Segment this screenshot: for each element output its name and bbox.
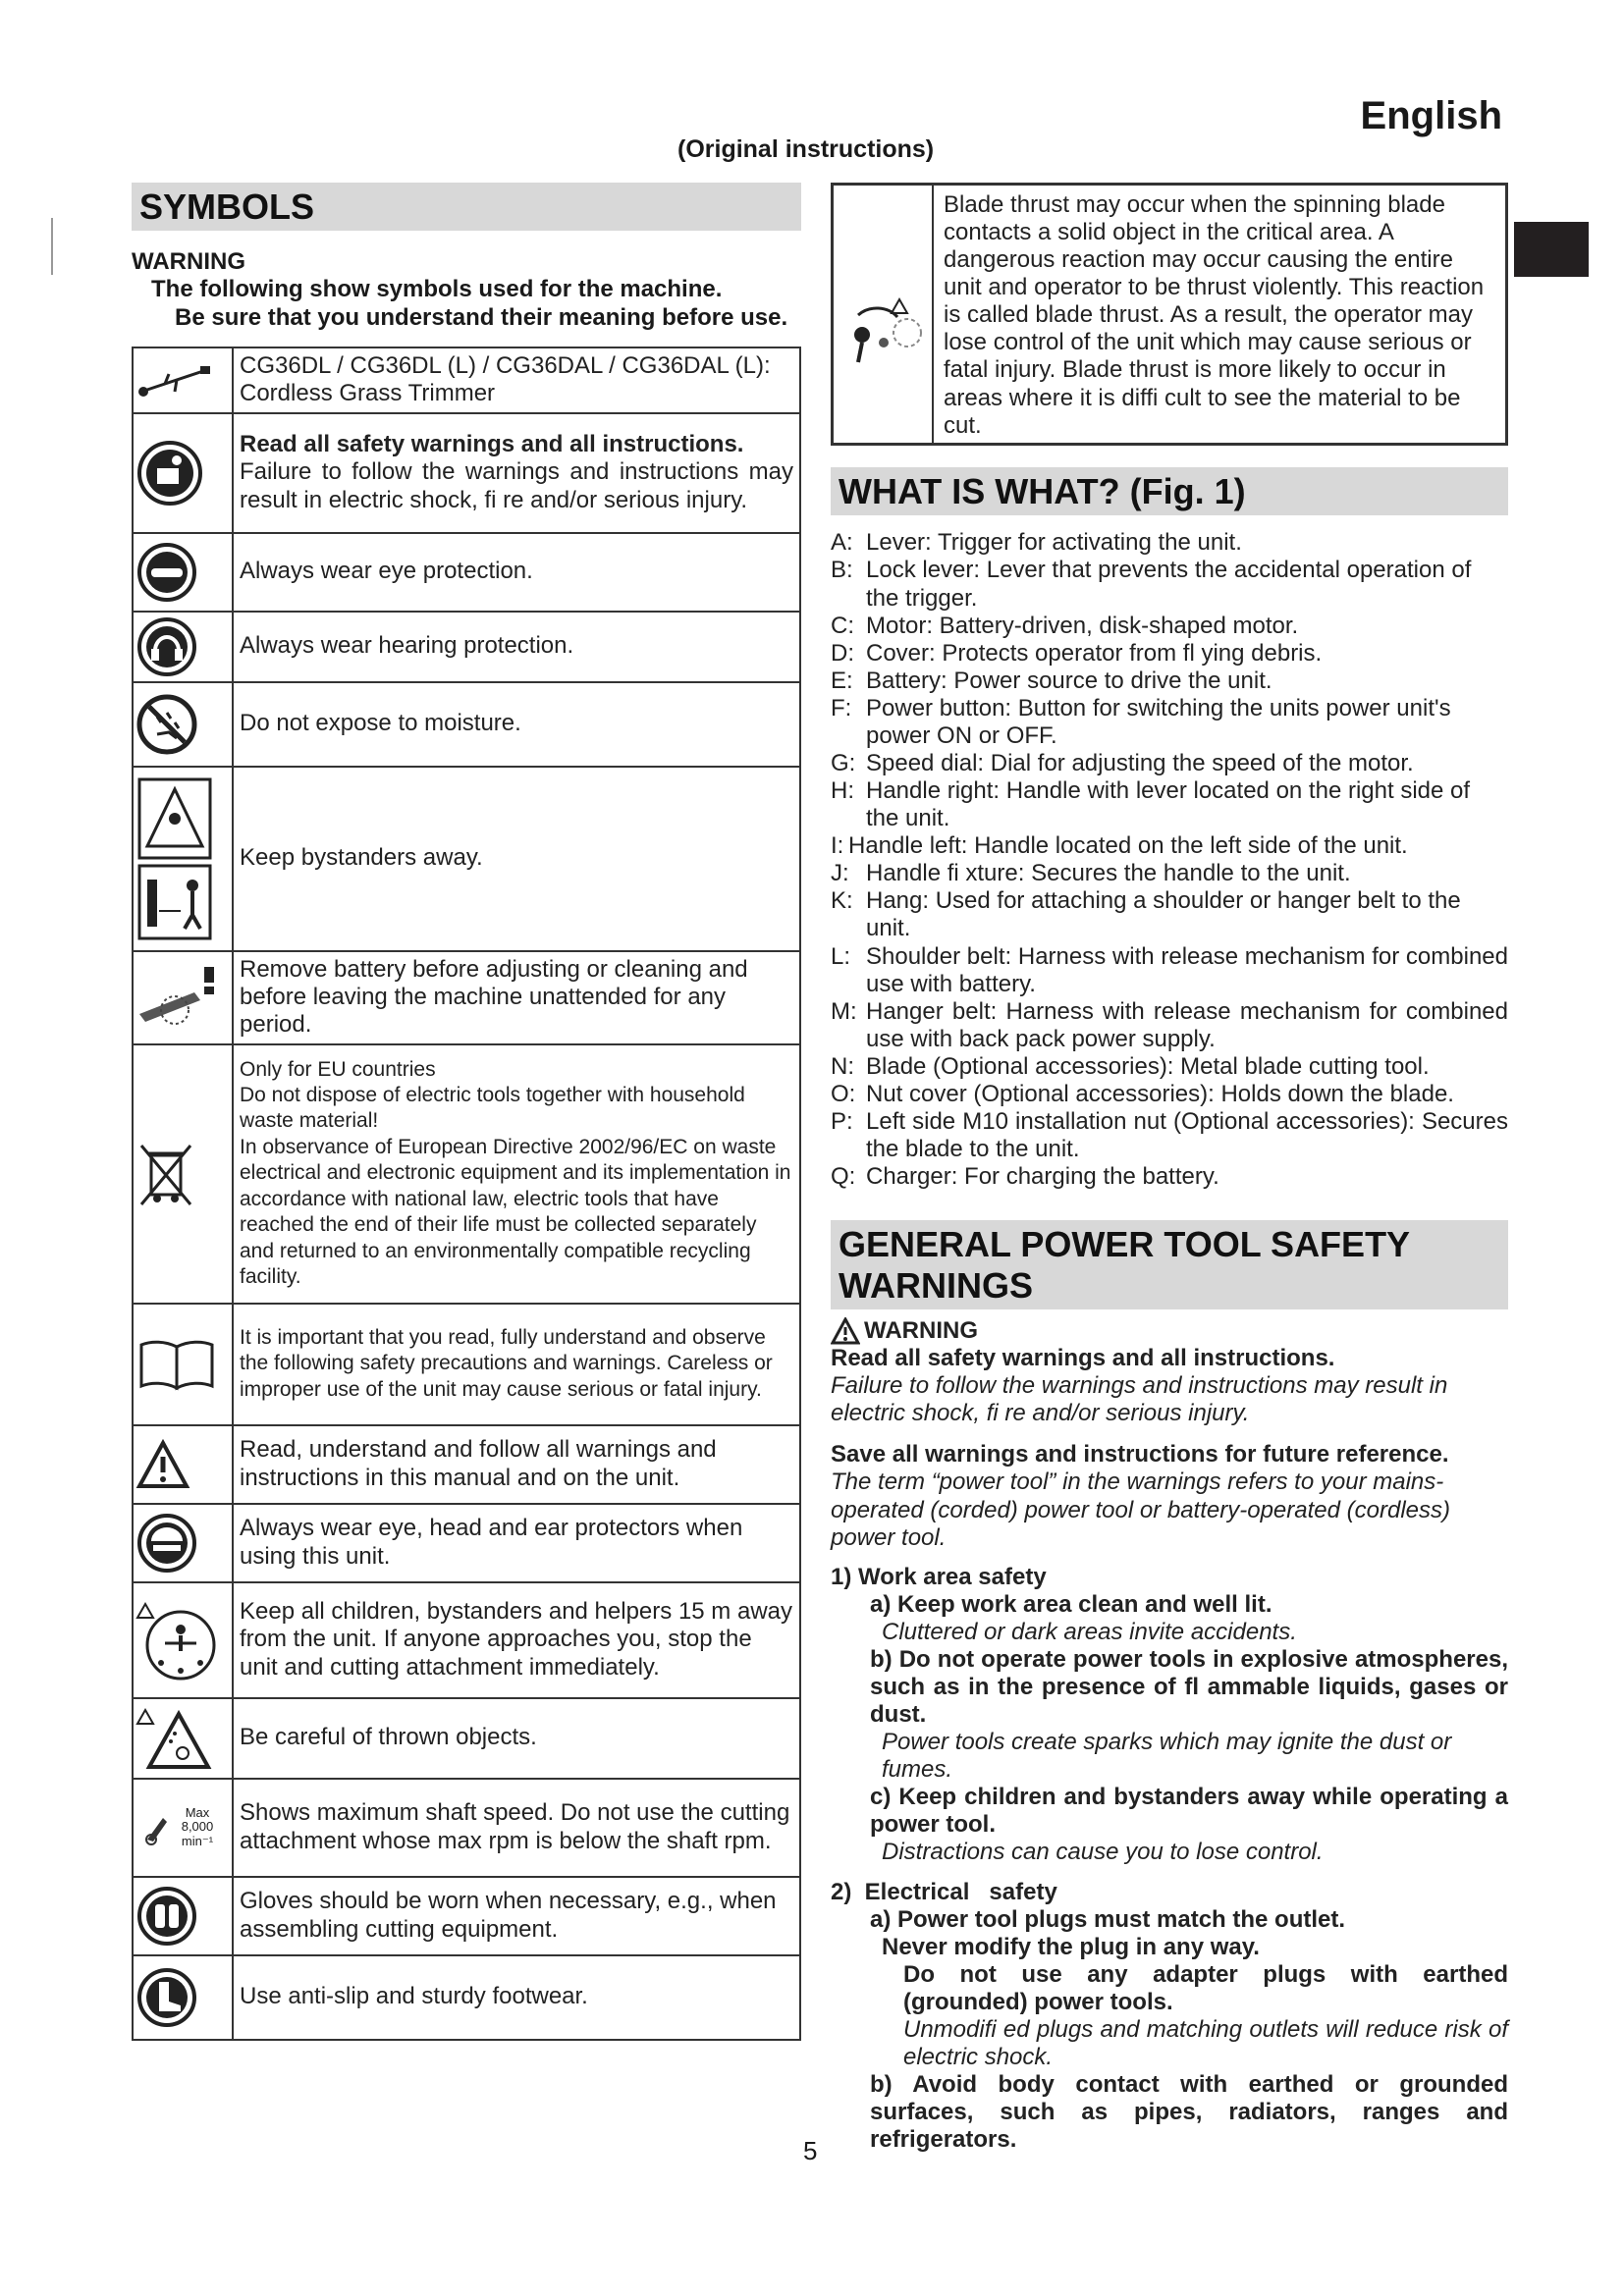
list-item: [831, 1108, 1508, 1163]
part-key: Q:: [831, 1163, 856, 1191]
table-row: [133, 1425, 800, 1504]
failure-text: Failure to follow the warnings and instructions may result in electric shock, fi re and/or serious injury.: [831, 1372, 1448, 1427]
table-row: [133, 347, 800, 413]
page-number: 5: [803, 2136, 818, 2165]
part-key: J:: [831, 860, 849, 887]
s2b-bold: b) Avoid body contact with earthed or grounded surfaces, such as pipes, radiators, ranges and refrigerators.: [870, 2071, 1508, 2154]
part-text: Power button: Button for switching the units power unit's power ON or OFF.: [866, 694, 1451, 749]
symbols-intro-line1: The following show symbols used for the machine.: [151, 276, 723, 303]
s1a-text: Cluttered or dark areas invite accidents.: [882, 1618, 1297, 1645]
part-key: D:: [831, 639, 854, 667]
eye-protection-icon: [133, 533, 233, 612]
table-row: [133, 1779, 800, 1877]
symbol-text: Keep all children, bystanders and helpers 15 m away from the unit. If anyone approaches you, stop the unit and cutting attachment immediately.: [233, 1582, 800, 1698]
table-row: [133, 1698, 800, 1779]
list-item: [831, 777, 1508, 832]
s2a-bold1: a) Power tool plugs must match the outlet.: [870, 1905, 1346, 1933]
general-safety-warning: [831, 1317, 1508, 1345]
part-key: H:: [831, 777, 854, 805]
table-row: [133, 612, 800, 682]
part-key: G:: [831, 750, 856, 777]
parts-list: [831, 529, 1508, 1191]
part-key: L:: [831, 942, 851, 970]
s1b-bold: b) Do not operate power tools in explosive atmospheres, such as in the presence of fl ammable liquids, gases or dust.: [870, 1645, 1508, 1729]
table-row: [133, 533, 800, 612]
part-text: Battery: Power source to drive the unit.: [866, 667, 1272, 694]
part-text: Hanger belt: Harness with release mechanism for combined use with back pack power supply.: [866, 997, 1508, 1052]
list-item: [831, 1081, 1508, 1108]
work-area-safety-items: [831, 1591, 1508, 1867]
table-row: [133, 951, 800, 1044]
part-text: Handle fi xture: Secures the handle to the unit.: [866, 860, 1351, 887]
max-speed-label: Max 8,000 min⁻¹: [181, 1805, 214, 1848]
list-item: [831, 860, 1508, 887]
open-book-icon: [133, 1304, 233, 1425]
table-row: [133, 1504, 800, 1582]
s2a-bold2: Never modify the plug in any way.: [882, 1933, 1260, 1960]
list-item: [831, 667, 1508, 695]
part-text: Blade (Optional accessories): Metal blade cutting tool.: [866, 1052, 1430, 1080]
part-key: M:: [831, 997, 857, 1025]
part-text: Cover: Protects operator from fl ying debris.: [866, 639, 1323, 667]
symbol-text: Shows maximum shaft speed. Do not use the cutting attachment whose max rpm is below the shaft rpm.: [233, 1779, 800, 1877]
term-text: The term “power tool” in the warnings refers to your mains-operated (corded) power tool or battery-operated (cordless) power tool.: [831, 1468, 1450, 1551]
part-text: Shoulder belt: Harness with release mechanism for combined use with battery.: [866, 942, 1508, 997]
thrown-objects-icon: [133, 1698, 233, 1779]
symbol-bold-text: Read all safety warnings and all instructions.: [240, 431, 744, 458]
blade-thrust-box: [831, 183, 1508, 446]
symbol-text: Keep bystanders away.: [233, 767, 800, 951]
part-key: F:: [831, 694, 852, 721]
read-manual-icon: [133, 413, 233, 533]
part-key: B:: [831, 557, 853, 584]
symbols-intro: [132, 276, 801, 333]
s1c-bold: c) Keep children and bystanders away while operating a power tool.: [870, 1784, 1508, 1839]
symbol-text: Always wear hearing protection.: [233, 612, 800, 682]
list-item: [831, 529, 1508, 557]
margin-rule: [51, 218, 53, 275]
part-key: A:: [831, 529, 853, 557]
part-text: Handle right: Handle with lever located on the right side of the unit.: [866, 777, 1471, 832]
symbol-text: Remove battery before adjusting or cleaning and before leaving the machine unattended for any period.: [233, 951, 800, 1044]
work-area-safety-title: 1) Work area safety: [831, 1563, 1047, 1590]
part-text: Left side M10 installation nut (Optional accessories): Secures the blade to the unit.: [866, 1108, 1508, 1163]
part-key: C:: [831, 612, 854, 639]
symbol-text: Be careful of thrown objects.: [233, 1698, 800, 1779]
remove-battery-icon: [133, 951, 233, 1044]
symbols-table: [132, 347, 801, 2041]
language-label: English: [1360, 94, 1502, 137]
table-row: [133, 767, 800, 951]
table-row: [133, 1582, 800, 1698]
list-item: [831, 832, 1508, 860]
gloves-icon: [133, 1877, 233, 1955]
right-column: [831, 183, 1508, 2154]
part-key: N:: [831, 1052, 854, 1080]
grass-trimmer-icon: [133, 347, 233, 413]
part-key: O:: [831, 1080, 856, 1107]
list-item: [831, 887, 1508, 942]
table-row: [133, 1877, 800, 1955]
general-safety-warning-label: WARNING: [864, 1317, 978, 1345]
table-row: [133, 413, 800, 533]
no-moisture-icon: [133, 682, 233, 767]
footwear-icon: [133, 1955, 233, 2040]
list-item: [831, 750, 1508, 777]
part-key: K:: [831, 887, 853, 915]
symbol-detail-text: Failure to follow the warnings and instructions may result in electric shock, fi re and/or serious injury.: [240, 458, 793, 513]
blade-thrust-icon: [834, 186, 934, 443]
weee-bin-icon: [133, 1044, 233, 1304]
symbol-text: It is important that you read, fully understand and observe the following safety precautions and warnings. Careless or improper use of the unit may cause serious or fatal injury.: [233, 1304, 800, 1425]
symbols-heading: SYMBOLS: [132, 183, 801, 231]
list-item: [831, 998, 1508, 1053]
max-speed-icon: [133, 1779, 233, 1877]
part-text: Speed dial: Dial for adjusting the speed of the motor.: [866, 750, 1414, 777]
blade-thrust-text: Blade thrust may occur when the spinning blade contacts a solid object in the critical area. A dangerous reaction may occur causing the entire unit and operator to be thrust violently. This reaction is called blade thrust. As a result, the operator may lose control of the unit which may cause serious or fatal injury. Blade thrust is more likely to occur in areas where it is diffi cult to see the material to be cut.: [944, 191, 1485, 439]
electrical-safety-items: [831, 1906, 1508, 2155]
head-protection-icon: [133, 1504, 233, 1582]
general-safety-heading: GENERAL POWER TOOL SAFETY WARNINGS: [831, 1220, 1508, 1309]
symbols-column: [132, 183, 801, 2041]
distance-15m-icon: [133, 1582, 233, 1698]
part-text: Nut cover (Optional accessories): Holds down the blade.: [866, 1080, 1454, 1107]
warning-triangle-icon: [133, 1425, 233, 1504]
symbol-text: CG36DL / CG36DL (L) / CG36DAL / CG36DAL (L): Cordless Grass Trimmer: [233, 347, 800, 413]
symbol-text: Always wear eye, head and ear protectors when using this unit.: [233, 1504, 800, 1582]
original-instructions: (Original instructions): [677, 135, 935, 163]
part-text: Motor: Battery-driven, disk-shaped motor.: [866, 612, 1299, 639]
part-text: Lock lever: Lever that prevents the accidental operation of the trigger.: [866, 557, 1472, 612]
symbol-text: Read, understand and follow all warnings and instructions in this manual and on the unit.: [233, 1425, 800, 1504]
list-item: [831, 943, 1508, 998]
s2a-text: Unmodifi ed plugs and matching outlets will reduce risk of electric shock.: [903, 2015, 1508, 2070]
symbols-warning-label: WARNING: [132, 248, 245, 276]
list-item: [831, 1053, 1508, 1081]
warning-triangle-icon: [831, 1317, 860, 1345]
symbol-text: Gloves should be worn when necessary, e.g., when assembling cutting equipment.: [233, 1877, 800, 1955]
part-text: Handle left: Handle located on the left side of the unit.: [848, 832, 1408, 860]
symbols-intro-line2: Be sure that you understand their meaning before use.: [175, 304, 788, 332]
symbol-text: Only for EU countries Do not dispose of electric tools together with household waste material! In observance of European Directive 2002/96/EC on waste electrical and electronic equipment and its implementation in accordance with national law, electric tools that have reached the end of their life must be collected separately and returned to an environmentally compatible recycling facility.: [233, 1044, 800, 1304]
s1a-bold: a) Keep work area clean and well lit.: [870, 1590, 1272, 1618]
s1c-text: Distractions can cause you to lose control.: [882, 1839, 1324, 1866]
hearing-protection-icon: [133, 612, 233, 682]
table-row: [133, 1955, 800, 2040]
list-item: [831, 613, 1508, 640]
save-all-text: Save all warnings and instructions for future reference.: [831, 1441, 1449, 1468]
read-all-text: Read all safety warnings and all instructions.: [831, 1345, 1335, 1372]
table-row: [133, 682, 800, 767]
list-item: [831, 1163, 1508, 1191]
list-item: [831, 640, 1508, 667]
s2a-bold3: Do not use any adapter plugs with earthed (grounded) power tools.: [903, 1960, 1508, 2015]
electrical-safety-title: 2) Electrical safety: [831, 1878, 1057, 1905]
symbol-text: Always wear eye protection.: [233, 533, 800, 612]
symbol-text: Use anti-slip and sturdy footwear.: [233, 1955, 800, 2040]
what-is-what-heading: WHAT IS WHAT? (Fig. 1): [831, 467, 1508, 515]
part-text: Hang: Used for attaching a shoulder or hanger belt to the unit.: [866, 887, 1461, 942]
part-text: Lever: Trigger for activating the unit.: [866, 529, 1242, 557]
keep-bystanders-away-icon: [133, 767, 233, 951]
part-key: I:: [831, 832, 844, 860]
symbol-text: Do not expose to moisture.: [233, 682, 800, 767]
table-row: [133, 1044, 800, 1304]
symbol-text: [233, 413, 800, 533]
list-item: [831, 695, 1508, 750]
general-safety-body: [831, 1317, 1508, 2154]
part-key: P:: [831, 1108, 853, 1136]
section-tab-marker: [1514, 222, 1589, 277]
s1b-text: Power tools create sparks which may ignite the dust or fumes.: [882, 1729, 1452, 1784]
part-text: Charger: For charging the battery.: [866, 1163, 1219, 1191]
table-row: [133, 1304, 800, 1425]
list-item: [831, 557, 1508, 612]
part-key: E:: [831, 667, 853, 694]
